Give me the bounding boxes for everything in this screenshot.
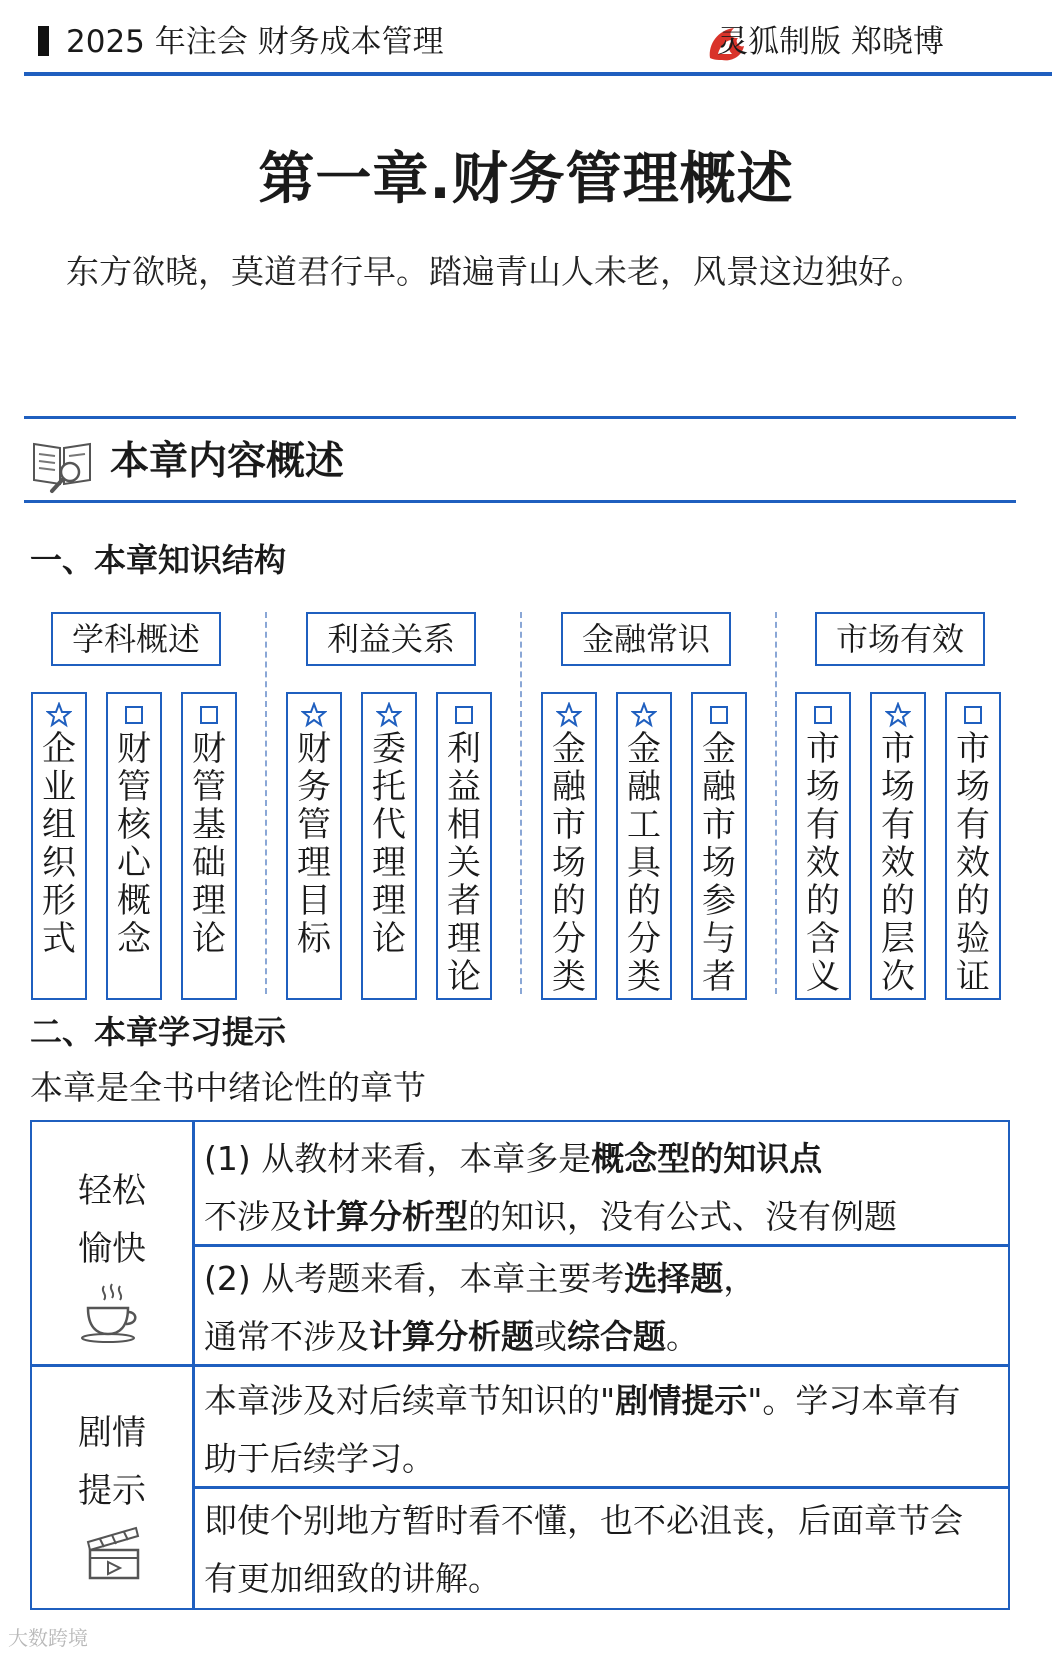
section-title-structure: 一、本章知识结构: [30, 541, 287, 579]
tip-line: [204, 1492, 1004, 1550]
column-divider: [520, 612, 522, 994]
row-label: 剧情: [78, 1413, 146, 1453]
tip-text: ，: [723, 1259, 757, 1298]
topic-text: 财务管理目标: [297, 729, 331, 959]
tip-text: 本章涉及对后续章节知识的": [204, 1381, 616, 1420]
star-icon: [885, 702, 911, 728]
topic-box: [691, 692, 747, 1000]
study-tips-table: [30, 1120, 1010, 1610]
column-divider: [775, 612, 777, 994]
overview-top-rule: [24, 416, 1016, 419]
star-icon: [46, 702, 72, 728]
tip-line: [204, 1250, 1004, 1308]
topic-box: [795, 692, 851, 1000]
book-magnifier-icon: [30, 436, 94, 494]
column-divider: [265, 612, 267, 994]
topic-box: [436, 692, 492, 1000]
tip-line: [204, 1188, 1004, 1246]
tip-text: 不涉及: [204, 1197, 303, 1236]
clapperboard-icon: [78, 1520, 144, 1582]
square-icon: [121, 702, 147, 728]
tip-line: [204, 1130, 1004, 1188]
star-icon: [376, 702, 402, 728]
topic-text: 利益相关者理论: [447, 729, 481, 997]
row-label: 愉快: [78, 1229, 146, 1269]
topic-box: [361, 692, 417, 1000]
tip-line: [204, 1430, 1004, 1488]
topic-box: [870, 692, 926, 1000]
category-box: 学科概述: [51, 612, 221, 666]
tip-text: (1) 从教材来看，本章多是: [204, 1139, 592, 1178]
tip-text: 的知识，没有公式、没有例题: [468, 1197, 897, 1236]
row-label: 提示: [78, 1471, 146, 1511]
tip-emphasis: 剧情提示: [615, 1381, 748, 1420]
category-box: 金融常识: [561, 612, 731, 666]
topic-text: 市场有效的验证: [956, 729, 990, 997]
tip-emphasis: 概念型的知识点: [591, 1139, 823, 1178]
tip-emphasis: 选择题: [624, 1259, 724, 1298]
square-icon: [960, 702, 986, 728]
star-icon: [556, 702, 582, 728]
star-icon: [301, 702, 327, 728]
header-rule: [24, 72, 1052, 76]
footer-watermark: 大数跨境: [8, 1626, 88, 1650]
section-title-tips: 二、本章学习提示: [30, 1013, 287, 1051]
tip-emphasis: 计算分析题: [369, 1317, 534, 1356]
teacup-icon: [78, 1282, 144, 1344]
topic-text: 市场有效的含义: [806, 729, 840, 997]
topic-text: 委托代理理论: [372, 729, 406, 959]
header-title: 2025 年注会 财务成本管理: [66, 24, 444, 60]
topic-box: [616, 692, 672, 1000]
tip-text: 通常不涉及: [204, 1317, 369, 1356]
tip-emphasis: 综合题: [567, 1317, 666, 1356]
topic-box: [181, 692, 237, 1000]
overview-bottom-rule: [24, 500, 1016, 503]
overview-banner: [26, 432, 386, 492]
tip-text: (2) 从考题来看，本章主要考: [204, 1259, 625, 1298]
tip-text: 即使个别地方暂时看不懂，也不必沮丧，后面章节会: [204, 1501, 963, 1540]
topic-box: [106, 692, 162, 1000]
tip-line: [204, 1372, 1004, 1430]
topic-text: 财管基础理论: [192, 729, 226, 959]
topic-box: [945, 692, 1001, 1000]
topic-box: [286, 692, 342, 1000]
tip-text: 或: [534, 1317, 567, 1356]
header-marker: [38, 26, 49, 56]
header-brand: 灵狐制版 郑晓博: [717, 24, 944, 60]
category-box: 市场有效: [815, 612, 985, 666]
topic-box: [541, 692, 597, 1000]
chapter-poem: 东方欲晓，莫道君行早。踏遍青山人未老，风景这边独好。: [66, 252, 924, 291]
tip-text: 有更加细致的讲解。: [204, 1559, 501, 1598]
tip-emphasis: 计算分析型: [303, 1197, 468, 1236]
topic-text: 金融市场的分类: [552, 729, 586, 997]
tip-text: 。: [666, 1317, 699, 1356]
section-intro: 本章是全书中绪论性的章节: [30, 1068, 426, 1107]
square-icon: [706, 702, 732, 728]
topic-text: 市场有效的层次: [881, 729, 915, 997]
tip-line: [204, 1550, 1004, 1608]
topic-box: [31, 692, 87, 1000]
square-icon: [810, 702, 836, 728]
star-icon: [631, 702, 657, 728]
square-icon: [196, 702, 222, 728]
square-icon: [451, 702, 477, 728]
overview-label: 本章内容概述: [110, 439, 345, 484]
topic-text: 财管核心概念: [117, 729, 151, 959]
tip-line: [204, 1308, 1004, 1366]
page-header: [0, 0, 1052, 80]
tip-text: "。学习本章有: [747, 1381, 961, 1420]
topic-text: 金融工具的分类: [627, 729, 661, 997]
category-box: 利益关系: [306, 612, 476, 666]
topic-text: 企业组织形式: [42, 729, 76, 959]
topic-text: 金融市场参与者: [702, 729, 736, 997]
chapter-title: 第一章.财务管理概述: [258, 147, 794, 212]
tip-text: 助于后续学习。: [204, 1439, 435, 1478]
row-label: 轻松: [78, 1171, 146, 1211]
